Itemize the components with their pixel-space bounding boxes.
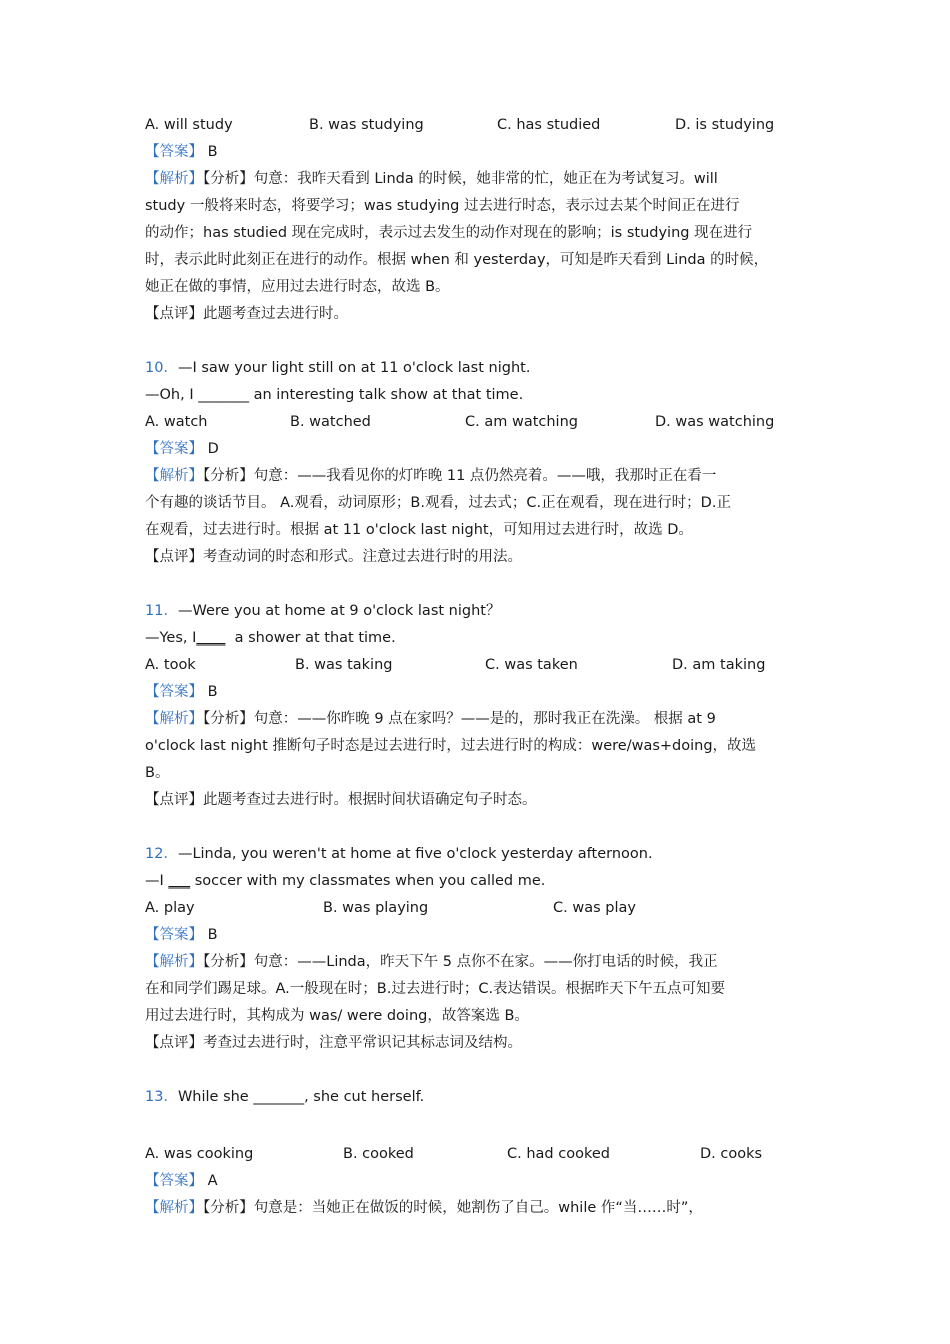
answer-label: 【答案】 xyxy=(145,1173,203,1189)
q11-answer xyxy=(145,679,825,706)
q12-analysis-line: 用过去进行时，其构成为 was/ were doing，故答案选 B。 xyxy=(145,1008,529,1024)
q9-analysis-line: 她正在做的事情，应用过去进行时态，故选 B。 xyxy=(145,279,450,295)
q13-options xyxy=(145,1141,825,1168)
q9-comment: 【点评】此题考查过去进行时。 xyxy=(145,306,348,322)
q12-option-a: A. play xyxy=(145,900,195,916)
q13-option-c: C. had cooked xyxy=(507,1146,610,1162)
q13-analysis-line: 【解析】【分析】句意是：当她正在做饭的时候，她割伤了自己。while 作“当……时”， xyxy=(145,1200,703,1216)
q13-option-b: B. cooked xyxy=(343,1146,414,1162)
q10-option-c: C. am watching xyxy=(465,414,578,430)
q9-analysis-line: 【解析】【分析】句意：我昨天看到 Linda 的时候，她非常的忙，她正在为考试复习。will xyxy=(145,171,718,187)
q11-option-a: A. took xyxy=(145,657,196,673)
q10-stem-line2: —Oh, I _______ an interesting talk show at that time. xyxy=(145,387,524,403)
q13-answer xyxy=(145,1168,825,1195)
q12-options xyxy=(145,895,825,922)
q10-options xyxy=(145,409,825,436)
q10-stem-line1: 10．—I saw your light still on at 11 o'clock last night. xyxy=(145,360,531,376)
q10-analysis-line: 在观看，过去进行时。根据 at 11 o'clock last night，可知用过去进行时，故选 D。 xyxy=(145,522,693,538)
answer-value: B xyxy=(207,684,218,700)
q11-option-c: C. was taken xyxy=(485,657,578,673)
answer-value: B xyxy=(207,927,218,943)
document-page xyxy=(145,112,825,1222)
q11-stem-line2: —Yes, I____ a shower at that time. xyxy=(145,630,396,646)
q11-analysis-line: o'clock last night 推断句子时态是过去进行时，过去进行时的构成：were/was+doing，故选 xyxy=(145,738,757,754)
q11-analysis-line: 【解析】【分析】句意：——你昨晚 9 点在家吗？——是的，那时我正在洗澡。 根据 at 9 xyxy=(145,711,716,727)
q10-comment: 【点评】考查动词的时态和形式。注意过去进行时的用法。 xyxy=(145,549,522,565)
q12-analysis-line: 在和同学们踢足球。A.一般现在时；B.过去进行时；C.表达错误。根据昨天下午五点可知要 xyxy=(145,981,726,997)
q9-option-d: D. is studying xyxy=(675,117,775,133)
q12-answer xyxy=(145,922,825,949)
question-number: 11． xyxy=(145,603,178,619)
q12-option-c: C. was play xyxy=(553,900,636,916)
analysis-label: 【解析】 xyxy=(145,954,203,970)
question-number: 13． xyxy=(145,1089,178,1105)
question-number: 10． xyxy=(145,360,178,376)
q10-analysis-line: 【解析】【分析】句意：——我看见你的灯昨晚 11 点仍然亮着。——哦，我那时正在看一 xyxy=(145,468,717,484)
q9-option-b: B. was studying xyxy=(309,117,424,133)
q12-stem-line2: —I ___ soccer with my classmates when you called me. xyxy=(145,873,546,889)
answer-blank: ___ xyxy=(168,873,191,889)
q11-comment: 【点评】此题考查过去进行时。根据时间状语确定句子时态。 xyxy=(145,792,537,808)
q11-option-d: D. am taking xyxy=(672,657,766,673)
q13-option-a: A. was cooking xyxy=(145,1146,254,1162)
analysis-label: 【解析】 xyxy=(145,171,203,187)
q11-option-b: B. was taking xyxy=(295,657,393,673)
analysis-label: 【解析】 xyxy=(145,1200,203,1216)
q10-option-b: B. watched xyxy=(290,414,371,430)
analysis-label: 【解析】 xyxy=(145,468,203,484)
answer-value: B xyxy=(207,144,218,160)
q10-answer xyxy=(145,436,825,463)
q9-options xyxy=(145,112,825,139)
q12-stem-line1: 12．—Linda, you weren't at home at five o'clock yesterday afternoon. xyxy=(145,846,653,862)
q11-analysis-line: B。 xyxy=(145,765,170,781)
q9-analysis-line: study 一般将来时态，将要学习；was studying 过去进行时态，表示过去某个时间正在进行 xyxy=(145,198,740,214)
answer-value: D xyxy=(207,441,219,457)
q12-option-b: B. was playing xyxy=(323,900,429,916)
q12-comment: 【点评】考查过去进行时，注意平常识记其标志词及结构。 xyxy=(145,1035,522,1051)
q9-analysis-line: 时，表示此时此刻正在进行的动作。根据 when 和 yesterday，可知是昨天看到 Linda 的时候， xyxy=(145,252,769,268)
q11-options xyxy=(145,652,825,679)
answer-label: 【答案】 xyxy=(145,144,203,160)
q9-option-a: A. will study xyxy=(145,117,233,133)
q9-analysis-line: 的动作；has studied 现在完成时，表示过去发生的动作对现在的影响；is studying 现在进行 xyxy=(145,225,753,241)
q11-stem-line1: 11．—Were you at home at 9 o'clock last night？ xyxy=(145,603,501,619)
q12-analysis-line: 【解析】【分析】句意：——Linda，昨天下午 5 点你不在家。——你打电话的时候，我正 xyxy=(145,954,718,970)
answer-value: A xyxy=(207,1173,218,1189)
q9-answer xyxy=(145,139,825,166)
answer-blank: ____ xyxy=(196,630,226,646)
answer-label: 【答案】 xyxy=(145,927,203,943)
q10-option-a: A. watch xyxy=(145,414,208,430)
q10-analysis-line: 个有趣的谈话节目。 A.观看，动词原形；B.观看，过去式；C.正在观看，现在进行时；D.正 xyxy=(145,495,731,511)
analysis-label: 【解析】 xyxy=(145,711,203,727)
q10-option-d: D. was watching xyxy=(655,414,775,430)
q13-stem-line1: 13．While she _______, she cut herself. xyxy=(145,1089,425,1105)
q13-option-d: D. cooks xyxy=(700,1146,763,1162)
answer-label: 【答案】 xyxy=(145,441,203,457)
q9-option-c: C. has studied xyxy=(497,117,601,133)
answer-label: 【答案】 xyxy=(145,684,203,700)
question-number: 12． xyxy=(145,846,178,862)
